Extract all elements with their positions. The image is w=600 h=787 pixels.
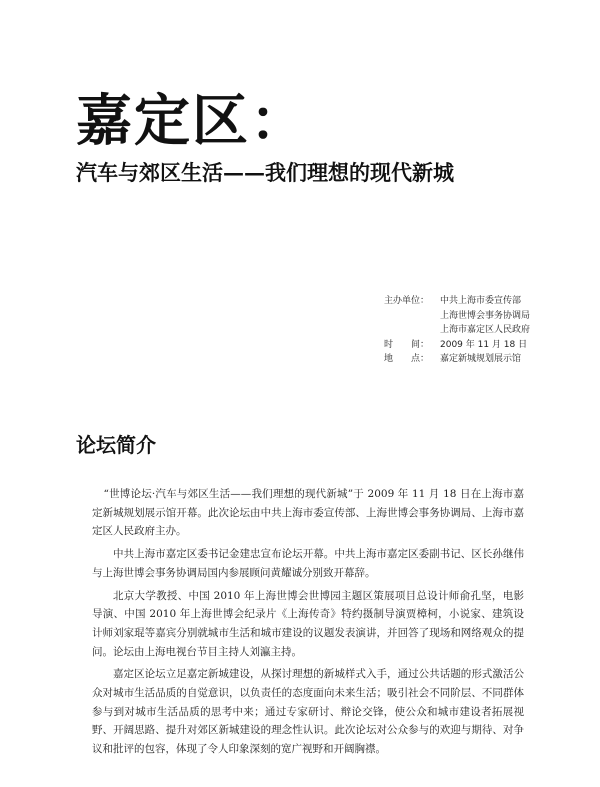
paragraph-4: 嘉定区论坛立足嘉定新城建设，从探讨理想的新城样式入手，通过公共话题的形式激活公众对城市生活品质的自觉意识，以负责任的态度面向未来生活；吸引社会不同阶层、不同群体参与到对城市生活品质的思考中来；通过专家研讨、辩论交锋，使公众和城市建设者拓展视野、开阔思路、提升对郊区新城建设的理念性认识。此次论坛对公众参与的欢迎与期待、对争议和批评的包容，体现了令人印象深刻的宽广视野和开阔胸襟。 xyxy=(92,668,524,756)
time-value: 2009 年 11 月 18 日 xyxy=(440,339,528,350)
paragraph-3: 北京大学教授、中国 2010 年上海世博会世博园主题区策展项目总设计师俞孔坚，电影导演、中国 2010 年上海世博会纪录片《上海传奇》特约摄制导演贾樟柯，小说家、建筑设计师刘家琨等嘉宾分别就城市生活和城市建设的议题发表演讲，并回答了现场和网络观众的提问。论坛由上海电视台节目主持人刘瀛主持。 xyxy=(92,589,524,658)
organizer-row-3 xyxy=(384,323,530,338)
organizer-label: 主办单位： xyxy=(384,296,430,306)
organizer-row-2 xyxy=(384,309,530,324)
paragraph-2: 中共上海市嘉定区委书记金建忠宣布论坛开幕。中共上海市嘉定区委副书记、区长孙继伟与上海世博会事务协调局国内参展顾问黄耀诚分别致开幕辞。 xyxy=(92,548,524,579)
organizer-3: 上海市嘉定区人民政府 xyxy=(440,325,531,336)
section-body xyxy=(92,485,524,763)
paragraph-1: “世博论坛·汽车与郊区生活——我们理想的现代新城”于 2009 年 11 月 18 日在上海市嘉定新城规划展示馆开幕。此次论坛由中共上海市委宣传部、上海世博会事务协调局、上海市嘉定区人民政府主办。 xyxy=(92,488,524,538)
place-row xyxy=(384,352,530,367)
section-title: 论坛简介 xyxy=(76,433,156,457)
page-title: 嘉定区： xyxy=(76,88,308,154)
place-value: 嘉定新城规划展示馆 xyxy=(440,354,522,365)
place-label: 地 点： xyxy=(384,354,430,365)
organizer-row xyxy=(384,294,530,309)
time-row xyxy=(384,338,530,353)
event-info xyxy=(384,294,530,367)
organizer-2: 上海世博会事务协调局 xyxy=(440,310,531,321)
page-subtitle: 汽车与郊区生活——我们理想的现代新城 xyxy=(76,160,454,185)
organizer-1: 中共上海市委宣传部 xyxy=(440,296,522,306)
time-label: 时 间： xyxy=(384,339,430,350)
